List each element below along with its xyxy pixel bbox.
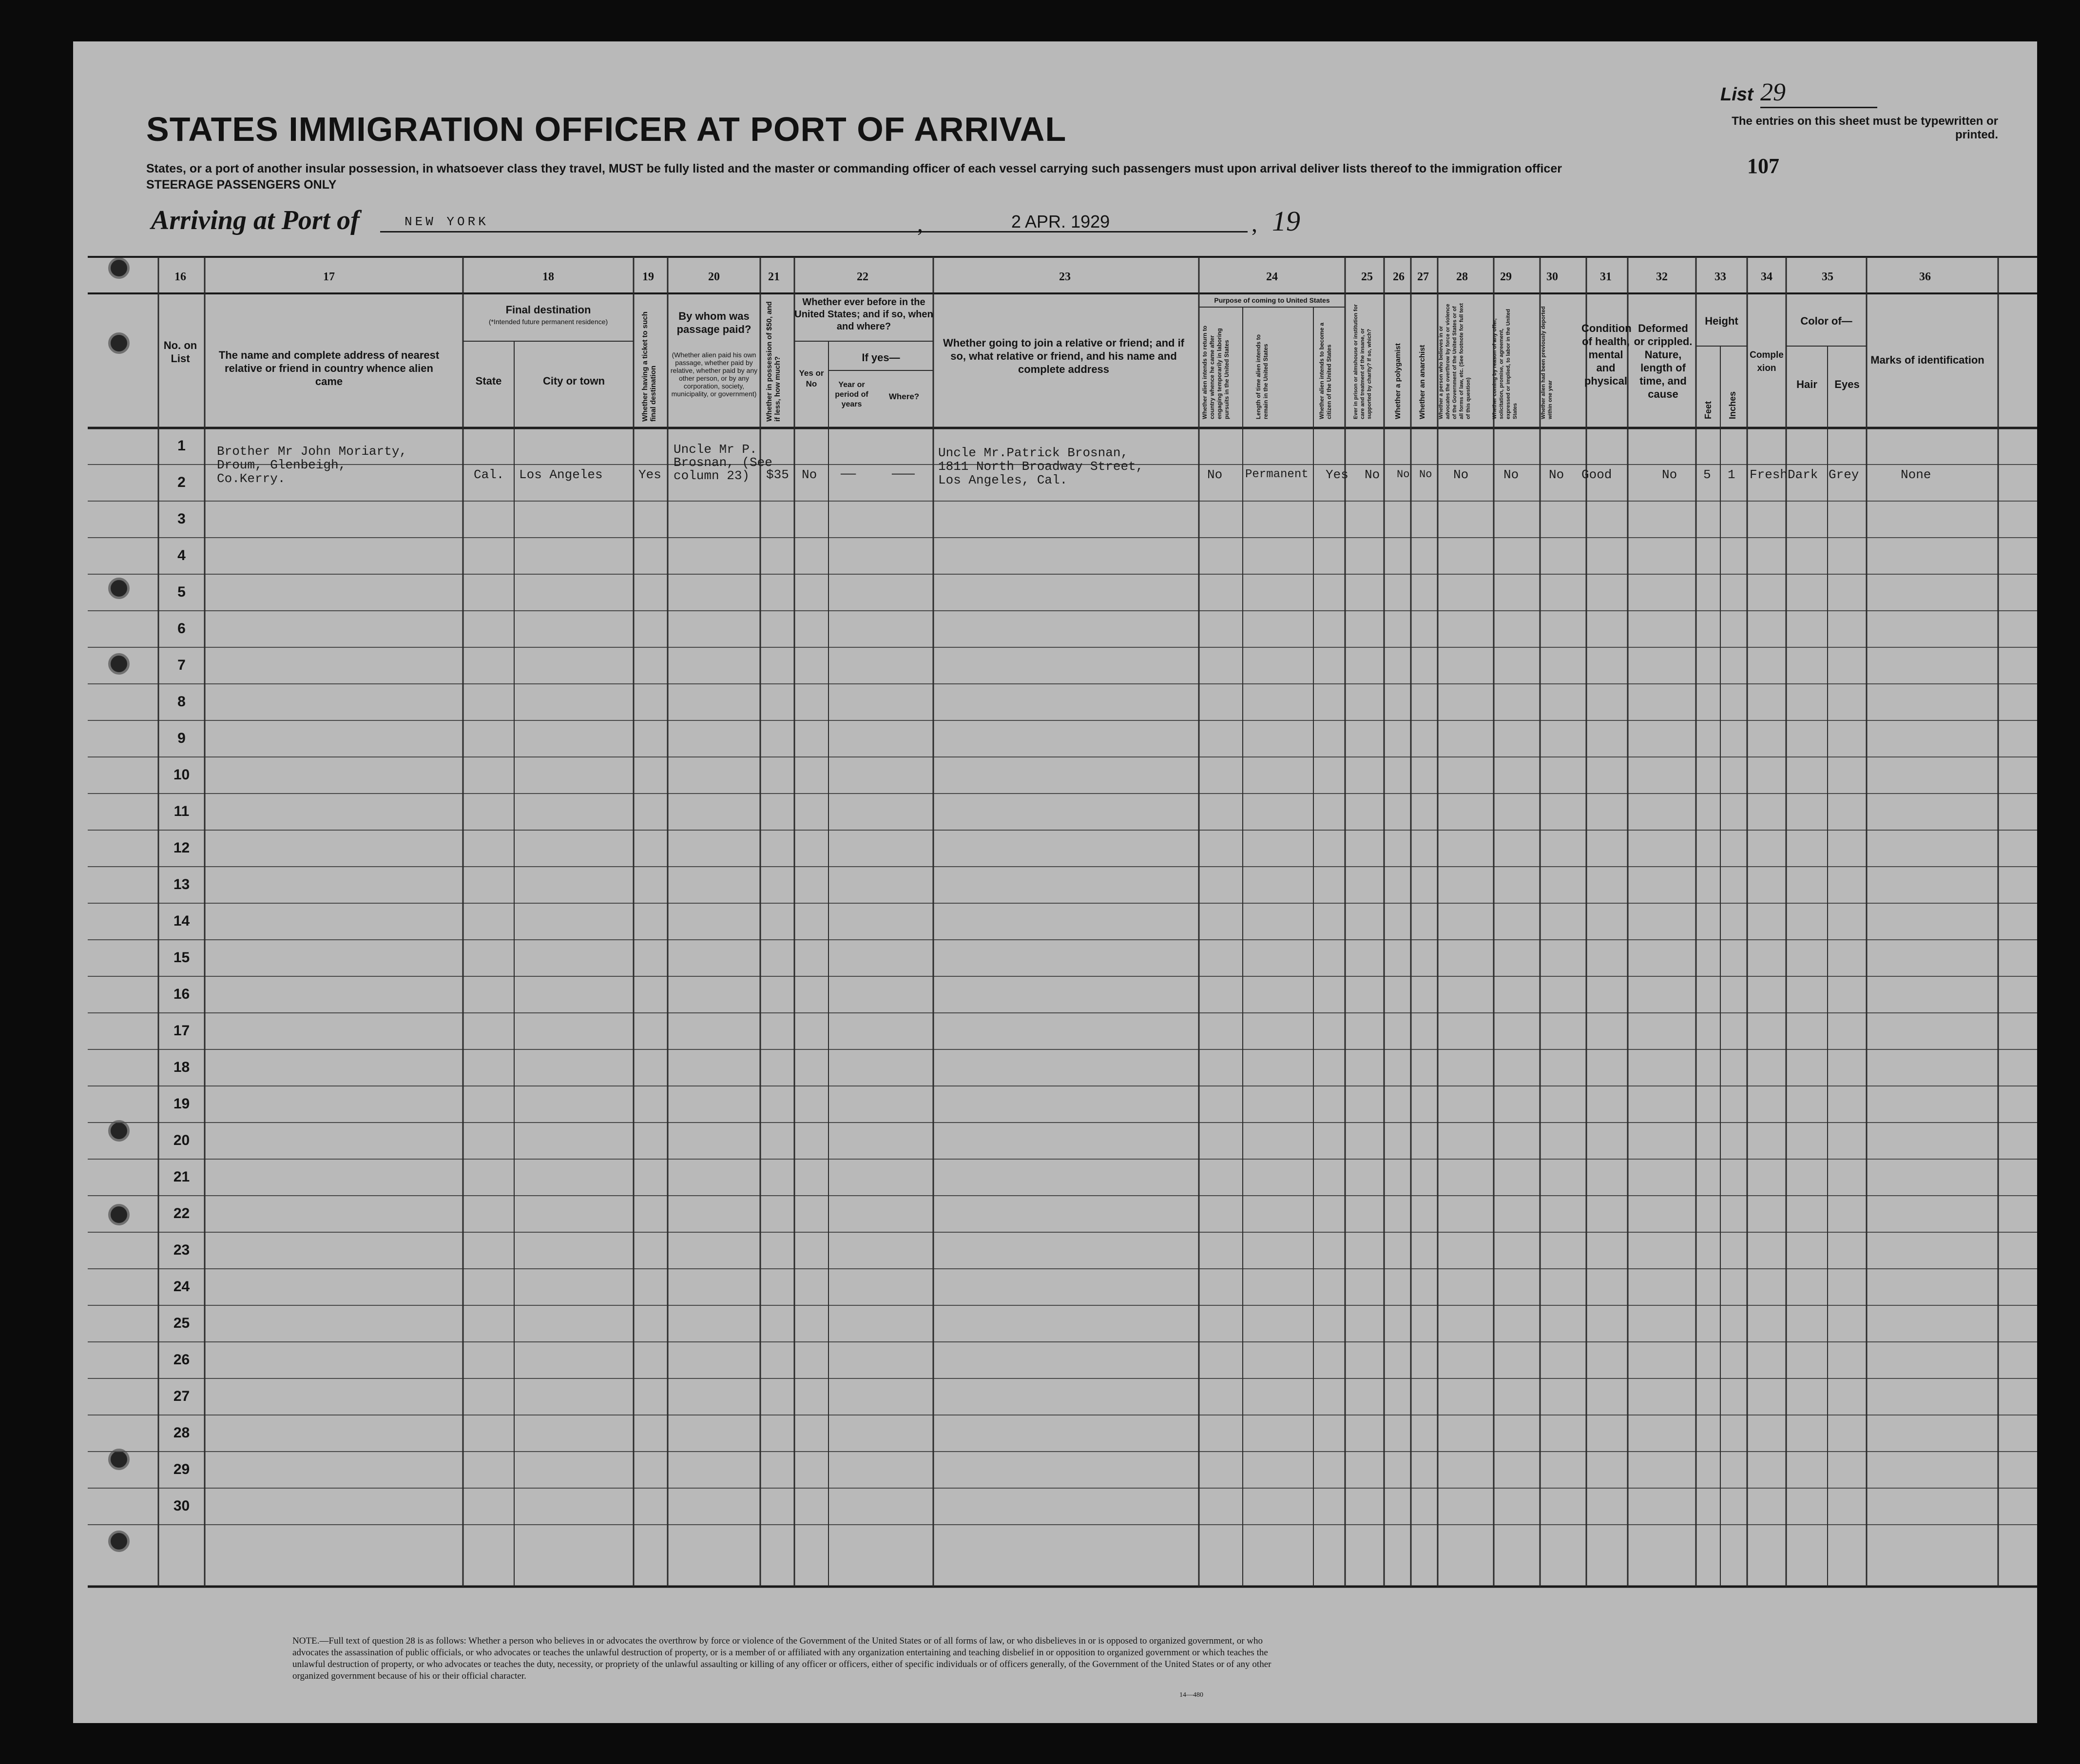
row-number: 24	[173, 1279, 190, 1295]
binder-hole	[108, 1449, 130, 1470]
header-deported: Whether alien had been previously deported within one year	[1541, 306, 1553, 419]
instructions	[146, 161, 1681, 193]
entry-money: $35	[766, 467, 789, 482]
row-number: 11	[173, 803, 190, 819]
col-number-18: 18	[542, 271, 554, 283]
header-ticket: Whether having a ticket to such final destination	[641, 311, 657, 422]
header-polygamist: Whether a polygamist	[1394, 343, 1402, 419]
header-purpose-c: Whether alien intends to become a citizen of the United States	[1318, 322, 1332, 419]
entry-prison: No	[1365, 467, 1380, 482]
entry-relative-line-2: Droum, Glenbeigh,	[217, 458, 347, 472]
row-number: 3	[177, 511, 186, 527]
entry-join-line-3: Los Angeles, Cal.	[938, 473, 1068, 487]
row-number: 12	[173, 840, 190, 856]
header-deformed: Deformed or crippled. Nature, length of time, and cause	[1634, 322, 1693, 400]
header-purpose: Purpose of coming to United States	[1214, 296, 1330, 304]
col-number-31: 31	[1600, 271, 1612, 283]
row-number: 28	[173, 1425, 190, 1441]
col-number-27: 27	[1417, 271, 1429, 283]
header-no-on-list: No. on List	[163, 339, 197, 365]
header-final-destination: Final destination	[505, 304, 591, 316]
row-number: 2	[177, 474, 186, 490]
binder-hole	[108, 653, 130, 675]
row-number: 18	[173, 1059, 190, 1075]
arrival-date: 2 APR. 1929	[1011, 212, 1110, 232]
entry-complexion: Fresh	[1750, 467, 1788, 482]
list-number: 29	[1760, 78, 1877, 108]
row-number: 1	[177, 438, 186, 454]
entry-offer: No	[1503, 467, 1519, 482]
binder-hole	[108, 1204, 130, 1225]
entry-relative-line-3: Co.Kerry.	[217, 471, 286, 486]
entry-join-line-2: 1811 North Broadway Street,	[938, 459, 1144, 474]
list-note: The entries on this sheet must be typewritten or printed.	[1732, 115, 1998, 141]
row-number: 29	[173, 1461, 190, 1477]
header-passage-note: (Whether alien paid his own passage, whether paid by relative, whether paid by any other person, or by any corporation, society, municipality, or government)	[670, 351, 758, 398]
col-number-34: 34	[1761, 271, 1772, 283]
port-value: NEW YORK	[404, 214, 489, 229]
row-number: 22	[173, 1205, 190, 1221]
list-label: List	[1720, 84, 1753, 105]
row-number: 13	[173, 876, 190, 892]
header-prison: Ever in prison or almshouse or institution for care and treatment of the insane, or supported by charity? If so, which?	[1353, 304, 1372, 419]
sheet-number: 107	[1747, 154, 1779, 178]
row-number: 21	[173, 1169, 190, 1185]
header-hair: Hair	[1796, 378, 1817, 390]
row-number: 25	[173, 1315, 190, 1331]
entry-inches: 1	[1728, 467, 1735, 482]
entry-deported: No	[1549, 467, 1564, 482]
binder-hole	[108, 578, 130, 599]
header-possession: Whether in possession of $50, and if less, how much?	[765, 301, 782, 422]
col-number-28: 28	[1456, 271, 1468, 283]
row-number: 27	[173, 1388, 190, 1404]
header-state: State	[475, 375, 502, 387]
manifest-sheet	[73, 41, 2037, 1723]
row-number: 23	[173, 1242, 190, 1258]
entry-passage-line-1: Uncle Mr P.	[674, 442, 757, 457]
entry-overthrow: No	[1453, 467, 1469, 482]
instruction-line-2: STEERAGE PASSENGERS ONLY	[146, 178, 337, 192]
entry-deformed: No	[1662, 467, 1677, 482]
row-number: 5	[177, 584, 186, 600]
col-number-30: 30	[1546, 271, 1558, 283]
row-number: 17	[173, 1023, 190, 1039]
header-ever-before: Whether ever before in the United States; and if so, when and where?	[794, 297, 933, 332]
header-city: City or town	[542, 375, 605, 387]
year-prefix: 19	[1272, 205, 1300, 237]
header-feet: Feet	[1703, 401, 1713, 419]
row-number: 16	[173, 986, 190, 1002]
header-anarchist: Whether an anarchist	[1418, 345, 1426, 419]
row-number: 9	[177, 730, 186, 746]
row-number: 30	[173, 1498, 190, 1514]
entry-join-line-1: Uncle Mr.Patrick Brosnan,	[938, 446, 1129, 460]
footnote: NOTE.—Full text of question 28 is as follows: Whether a person who believes in or advocates the overthrow by force or violence of the Government of the United States or of all forms of law, or who disbelieves in or is opposed to organized government, or who advocates the assassination of public officials, or who advocates or teaches the unlawful destruction of property, or is a member of or affiliated with any organization entertaining and teaching disbelief in or opposition to organized government or which teaches the unlawful destruction of property, or who advocates or teaches the duty, necessity, or propriety of the unlawful assaulting or killing of any officer or officers, either of specific individuals or of officers generally, of the Government of the United States or of any other organized government because of his or their official character.	[292, 1636, 1271, 1681]
header-year-period: Year or period of years	[835, 381, 868, 408]
list-number-block	[1720, 78, 1877, 108]
row-number: 14	[173, 913, 190, 929]
entry-health: Good	[1581, 467, 1612, 482]
binder-hole	[108, 1120, 130, 1142]
row-number: 26	[173, 1352, 190, 1368]
page-title: STATES IMMIGRATION OFFICER AT PORT OF ARRIVAL	[146, 110, 1067, 148]
col-number-23: 23	[1059, 271, 1071, 283]
instruction-line-1: States, or a port of another insular possession, in whatsoever class they travel, MUST be fully listed and the master or commanding officer of each vessel carrying such passengers must upon arrival deliver lists thereof to the immigration officer	[146, 162, 1562, 175]
header-inches: Inches	[1728, 391, 1737, 419]
col-number-22: 22	[857, 271, 868, 283]
row-number: 6	[177, 620, 186, 637]
arriving-label: Arriving at Port of	[151, 205, 360, 235]
binder-hole	[108, 332, 130, 354]
entry-polygamist: No	[1397, 468, 1410, 481]
entry-where: ———	[892, 466, 915, 481]
entry-length: Permanent	[1245, 468, 1309, 481]
col-number-20: 20	[708, 271, 720, 283]
entry-passage-line-2: Brosnan, (See	[674, 455, 772, 470]
row-number: 7	[177, 657, 186, 673]
col-number-24: 24	[1266, 271, 1278, 283]
binder-hole	[108, 1531, 130, 1552]
col-number-35: 35	[1822, 271, 1833, 283]
header-where: Where?	[888, 392, 920, 401]
row-number: 19	[173, 1096, 190, 1112]
header-yes-or-no: Yes or No	[799, 368, 824, 388]
header-purpose-a: Whether alien intends to return to country whence he came after engaging temporarily in laboring pursuits in the United States	[1201, 325, 1230, 419]
col-number-19: 19	[642, 271, 654, 283]
arrival-line	[151, 205, 1321, 239]
entry-eyes: Grey	[1829, 467, 1859, 482]
header-marks: Marks of identification	[1870, 354, 1984, 366]
entry-feet: 5	[1703, 467, 1711, 482]
header-nearest-relative: The name and complete address of nearest relative or friend in country whence alien came	[218, 349, 440, 388]
header-complexion: Complexion	[1750, 350, 1784, 373]
row-number: 10	[173, 767, 190, 783]
col-number-21: 21	[768, 271, 780, 283]
col-number-33: 33	[1714, 271, 1726, 283]
entry-passage-line-3: column 23)	[674, 468, 750, 483]
entry-anarchist: No	[1419, 468, 1432, 481]
form-number: 14—480	[1179, 1691, 1203, 1699]
comma: ,	[1252, 211, 1257, 237]
header-height: Height	[1705, 315, 1738, 327]
comma: ,	[917, 211, 923, 237]
col-number-25: 25	[1361, 271, 1373, 283]
col-number-29: 29	[1500, 271, 1512, 283]
entry-ever-before: No	[802, 467, 817, 482]
col-number-17: 17	[323, 271, 335, 283]
entry-ticket: Yes	[638, 467, 661, 482]
header-health: Condition of health, mental and physical	[1581, 322, 1632, 387]
entry-year-period: ——	[841, 466, 856, 481]
entry-state: Cal.	[474, 467, 504, 482]
row-number: 4	[177, 547, 186, 563]
entry-hair: Dark	[1788, 467, 1818, 482]
binder-hole	[108, 257, 130, 279]
header-eyes: Eyes	[1834, 378, 1860, 390]
row-number: 20	[173, 1132, 190, 1148]
col-number-26: 26	[1393, 271, 1405, 283]
header-final-destination-note: (*Intended future permanent residence)	[488, 318, 608, 326]
header-purpose-b: Length of time alien intends to remain in the United States	[1255, 334, 1269, 419]
entry-city: Los Angeles	[519, 467, 603, 482]
col-number-36: 36	[1919, 271, 1931, 283]
row-number: 8	[177, 694, 186, 710]
entry-citizen: Yes	[1326, 467, 1348, 482]
entry-relative-line-1: Brother Mr John Moriarty,	[217, 444, 407, 459]
col-number-16: 16	[174, 271, 186, 283]
header-passage: By whom was passage paid?	[676, 310, 751, 335]
header-if-yes: If yes—	[862, 351, 900, 364]
entry-marks: None	[1901, 467, 1931, 482]
header-overthrow: Whether a person who believes in or advocates the overthrow by force or violence of the Government of the United States or of all forms of law, etc. (See footnote for full text of this question)	[1438, 303, 1471, 419]
header-color-of: Color of—	[1800, 315, 1852, 327]
entry-return: No	[1207, 467, 1223, 482]
col-number-32: 32	[1656, 271, 1668, 283]
header-join-relative: Whether going to join a relative or friend; and if so, what relative or friend, and his name and complete address	[943, 337, 1185, 375]
row-number: 15	[173, 950, 190, 966]
header-offer: Whether coming by reason of any offer, solicitation, promise, or agreement, expressed or implied, to labor in the United States	[1492, 309, 1518, 419]
